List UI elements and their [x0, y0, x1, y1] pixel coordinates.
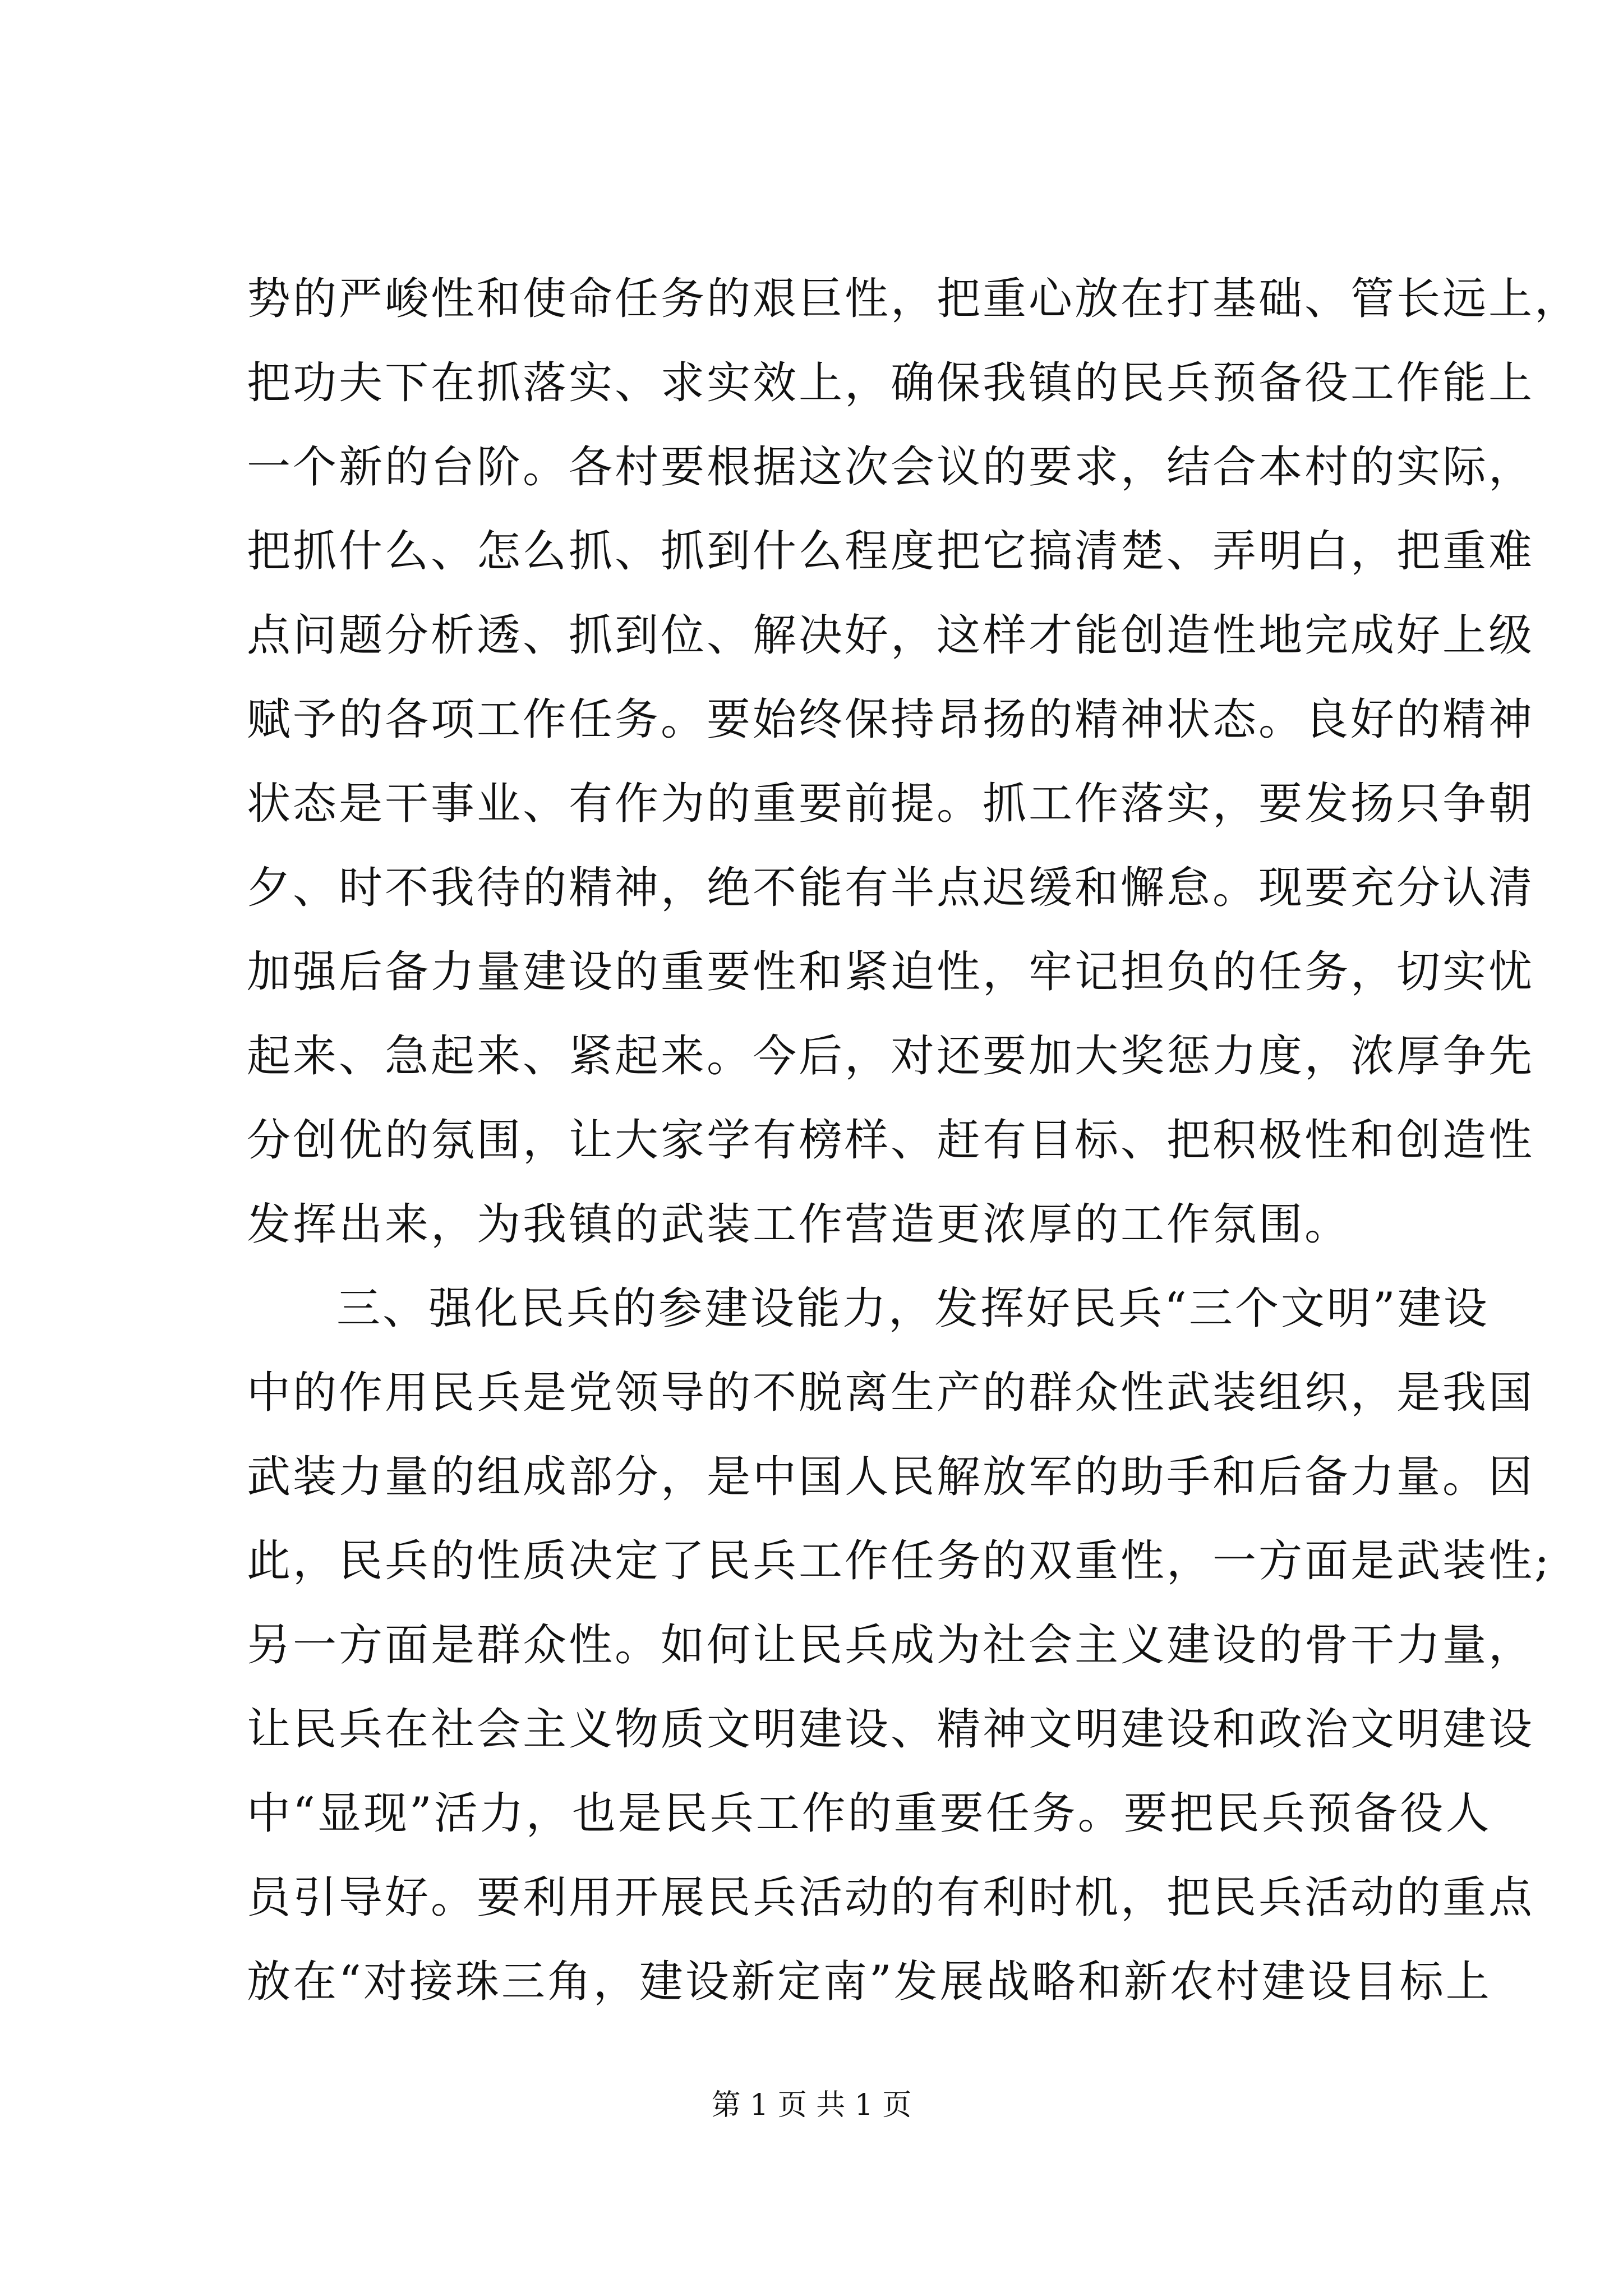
- text-line: 夕、时不我待的精神，绝不能有半点迟缓和懈怠。现要充分认清: [247, 863, 1535, 913]
- text-line: 势的严峻性和使命任务的艰巨性，把重心放在打基础、管长远上，: [247, 274, 1581, 324]
- text-line: 另一方面是群众性。如何让民兵成为社会主义建设的骨干力量，: [247, 1620, 1535, 1671]
- text-line: 三、强化民兵的参建设能力，发挥好民兵“三个文明”建设: [336, 1283, 1490, 1334]
- text-line: 把功夫下在抓落实、求实效上，确保我镇的民兵预备役工作能上: [247, 358, 1535, 408]
- text-line: 员引导好。要利用开展民兵活动的有利时机，把民兵活动的重点: [247, 1872, 1535, 1923]
- text-line: 把抓什么、怎么抓、抓到什么程度把它搞清楚、弄明白，把重难: [247, 526, 1535, 577]
- text-line: 此，民兵的性质决定了民兵工作任务的双重性，一方面是武装性;: [247, 1536, 1552, 1586]
- text-line: 加强后备力量建设的重要性和紧迫性，牢记担负的任务，切实忧: [247, 947, 1535, 997]
- text-line: 点问题分析透、抓到位、解决好，这样才能创造性地完成好上级: [247, 610, 1535, 661]
- paragraph-2: [247, 1267, 1552, 2024]
- text-line: 分创优的氛围，让大家学有榜样、赶有目标、把积极性和创造性: [247, 1115, 1535, 1166]
- body-text: [247, 257, 1581, 2024]
- paragraph-1: [247, 257, 1581, 1267]
- page-footer: 第 1 页 共 1 页: [711, 2088, 912, 2122]
- text-line: 中的作用民兵是党领导的不脱离生产的群众性武装组织，是我国: [247, 1368, 1535, 1418]
- text-line: 状态是干事业、有作为的重要前提。抓工作落实，要发扬只争朝: [247, 779, 1535, 829]
- text-line: 起来、急起来、紧起来。今后，对还要加大奖惩力度，浓厚争先: [247, 1031, 1535, 1082]
- text-line: 赋予的各项工作任务。要始终保持昂扬的精神状态。良好的精神: [247, 694, 1535, 745]
- text-line: 一个新的台阶。各村要根据这次会议的要求，结合本村的实际，: [247, 442, 1535, 493]
- text-line: 发挥出来，为我镇的武装工作营造更浓厚的工作氛围。: [247, 1199, 1351, 1250]
- text-line: 让民兵在社会主义物质文明建设、精神文明建设和政治文明建设: [247, 1704, 1535, 1755]
- text-line: 放在“对接珠三角，建设新定南”发展战略和新农村建设目标上: [247, 1957, 1492, 2007]
- text-line: 武装力量的组成部分，是中国人民解放军的助手和后备力量。因: [247, 1452, 1535, 1502]
- text-line: 中“显现”活力，也是民兵工作的重要任务。要把民兵预备役人: [247, 1788, 1492, 1839]
